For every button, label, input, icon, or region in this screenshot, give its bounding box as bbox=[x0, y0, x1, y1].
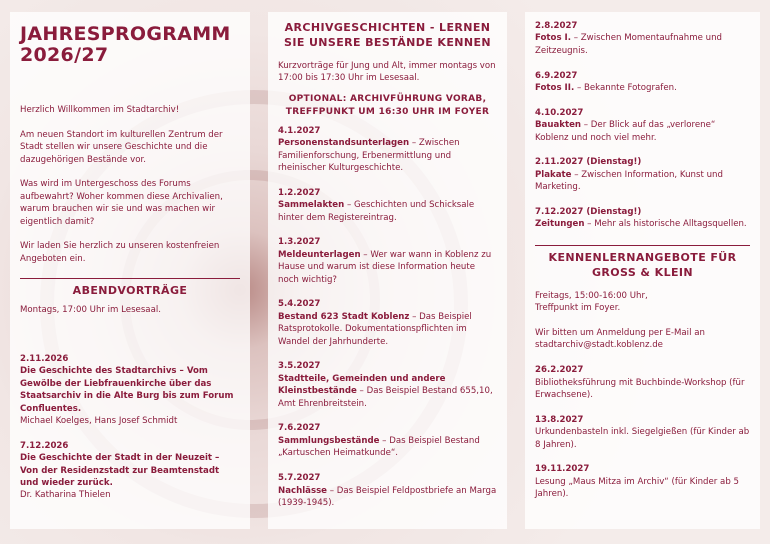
intro-column bbox=[10, 12, 250, 529]
talk-date: 2.8.2027 bbox=[535, 21, 578, 31]
offer-description: Bibliotheksführung mit Buchbinde-Workshop (für Erwachsene). bbox=[535, 377, 745, 401]
offer-date: 19.11.2027 bbox=[535, 464, 590, 475]
talk-description: – Das Beispiel Ratsprotokolle. Dokumentationspflichten im Wandel der Jahrhunderte. bbox=[278, 311, 472, 347]
talk-title: Plakate bbox=[535, 169, 572, 180]
offer-entry bbox=[535, 463, 750, 500]
talk-entry bbox=[278, 360, 497, 410]
section-intro: Freitags, 15:00-16:00 Uhr, Treffpunkt im Foyer. bbox=[535, 290, 648, 314]
talk-entry bbox=[278, 236, 497, 286]
archivgeschichten-column bbox=[268, 12, 507, 529]
talk-date: 6.9.2027 bbox=[535, 70, 578, 81]
talk-entry bbox=[535, 206, 750, 231]
event-date: 2.11.2026 bbox=[20, 354, 69, 365]
section-intro: Montags, 17:00 Uhr im Lesesaal. bbox=[20, 304, 161, 315]
section-divider bbox=[20, 278, 240, 279]
talk-date: 7.6.2027 bbox=[278, 423, 321, 434]
talk-title: Stadtteile, Gemeinden und andere Kleinstbestände bbox=[278, 373, 446, 397]
intro-paragraph: Herzlich Willkommen im Stadtarchiv! bbox=[20, 105, 180, 115]
talk-title: Zeitungen bbox=[535, 219, 585, 230]
talk-entry bbox=[278, 187, 497, 224]
talk-description: – Das Beispiel Feldpostbriefe an Marga (1939-1945). bbox=[278, 485, 497, 508]
event-entry bbox=[20, 440, 240, 502]
talk-entry bbox=[278, 472, 497, 509]
offer-date: 13.8.2027 bbox=[535, 414, 584, 425]
intro-paragraph: Am neuen Standort im kulturellen Zentrum der Stadt stellen wir unsere Geschichte und die dazugehörigen Bestände vor. bbox=[20, 129, 223, 165]
event-entry bbox=[20, 353, 240, 427]
talk-description: – Das Beispiel Bestand 655,10, Amt Ehrenbreitstein. bbox=[278, 386, 493, 409]
talk-date: 7.12.2027 (Dienstag!) bbox=[535, 207, 642, 218]
intro-paragraph: Wir laden Sie herzlich zu unseren kostenfreien Angeboten ein. bbox=[20, 241, 220, 264]
talk-title: Personenstandsunterlagen bbox=[278, 138, 410, 149]
talk-title: Fotos I. bbox=[535, 33, 572, 44]
talk-description: – Geschichten und Schicksale hinter dem Registereintrag. bbox=[278, 200, 475, 223]
talk-date: 5.4.2027 bbox=[278, 299, 321, 310]
offer-entry bbox=[535, 364, 750, 401]
talk-title: Fotos II. bbox=[535, 83, 575, 94]
talk-date: 3.5.2027 bbox=[278, 361, 321, 372]
talk-description: – Zwischen Familienforschung, Erbenermittlung und rheinischer Kulturgeschichte. bbox=[278, 138, 460, 174]
talk-description: – Bekannte Fotografen. bbox=[574, 83, 677, 94]
talk-title: Bauakten bbox=[535, 120, 582, 131]
event-title: Die Geschichte der Stadt in der Neuzeit – Von der Residenzstadt zur Beamtenstadt und wieder zurück. bbox=[20, 453, 220, 489]
talk-title: Sammlungsbestände bbox=[278, 435, 380, 446]
talk-title: Nachlässe bbox=[278, 485, 328, 496]
optional-note: OPTIONAL: ARCHIVFÜHRUNG VORAB, TREFFPUNKT UM 16:30 UHR IM FOYER bbox=[285, 93, 490, 117]
talk-entry bbox=[535, 107, 750, 144]
talk-date: 5.7.2027 bbox=[278, 473, 321, 484]
offer-entry bbox=[535, 414, 750, 451]
column-intro: Kurzvorträge für Jung und Alt, immer montags von 17:00 bis 17:30 Uhr im Lesesaal. bbox=[278, 61, 496, 84]
talk-description: – Der Blick auf das „verlorene“ Koblenz und noch viel mehr. bbox=[535, 120, 716, 143]
talk-entry bbox=[278, 298, 497, 348]
event-speaker: Michael Koelges, Hans Josef Schmidt bbox=[20, 416, 178, 427]
talk-entry bbox=[535, 70, 750, 95]
offer-description: Lesung „Maus Mitza im Archiv“ (für Kinder ab 5 Jahren). bbox=[535, 476, 739, 500]
section-title-kennenlernangebote: KENNENLERNANGEBOTE FÜR GROSS & KLEIN bbox=[548, 250, 737, 279]
talk-description: – Wer war wann in Koblenz zu Hause und warum ist diese Information heute noch wichtig? bbox=[278, 249, 492, 285]
talk-entry bbox=[535, 156, 750, 193]
offer-date: 26.2.2027 bbox=[535, 365, 584, 376]
intro-paragraph: Was wird im Untergeschoss des Forums aufbewahrt? Woher kommen diese Archivalien, warum brauchen wir sie und was machen wir eigentlich damit? bbox=[20, 179, 223, 227]
talk-entry bbox=[535, 20, 750, 57]
registration-note: Wir bitten um Anmeldung per E-Mail an stadtarchiv@stadt.koblenz.de bbox=[535, 328, 705, 351]
event-date: 7.12.2026 bbox=[20, 440, 69, 451]
talk-description: – Mehr als historische Alltagsquellen. bbox=[584, 219, 747, 230]
talk-date: 2.11.2027 (Dienstag!) bbox=[535, 157, 642, 168]
event-speaker: Dr. Katharina Thielen bbox=[20, 490, 111, 501]
talk-title: Bestand 623 Stadt Koblenz bbox=[278, 311, 410, 322]
program-continued-column bbox=[525, 12, 760, 529]
section-divider bbox=[535, 245, 750, 246]
talk-date: 1.3.2027 bbox=[278, 237, 321, 248]
talk-title: Sammelakten bbox=[278, 200, 345, 211]
talk-description: – Zwischen Momentaufnahme und Zeitzeugnis. bbox=[535, 33, 722, 56]
event-title: Die Geschichte des Stadtarchivs – Vom Gewölbe der Liebfrauenkirche über das Staatsarchiv in die Alte Burg bis zum Forum Confluentes. bbox=[20, 366, 234, 414]
talk-title: Meldeunterlagen bbox=[278, 249, 361, 260]
talk-date: 4.10.2027 bbox=[535, 107, 584, 118]
talk-date: 1.2.2027 bbox=[278, 187, 321, 198]
talk-description: – Das Beispiel Bestand „Kartuschen Heimatkunde“. bbox=[278, 435, 480, 459]
talk-description: – Zwischen Information, Kunst und Marketing. bbox=[535, 169, 723, 193]
talk-date: 4.1.2027 bbox=[278, 125, 321, 136]
offer-description: Urkundenbasteln inkl. Siegelgießen (für Kinder ab 8 Jahren). bbox=[535, 427, 750, 450]
talk-entry bbox=[278, 422, 497, 459]
page-title: JAHRESPROGRAMM 2026/27 bbox=[20, 23, 231, 66]
talk-entry bbox=[278, 125, 497, 175]
column-title: ARCHIVGESCHICHTEN - LERNEN SIE UNSERE BESTÄNDE KENNEN bbox=[284, 21, 491, 49]
section-title-abendvortraege: ABENDVORTRÄGE bbox=[72, 283, 188, 297]
